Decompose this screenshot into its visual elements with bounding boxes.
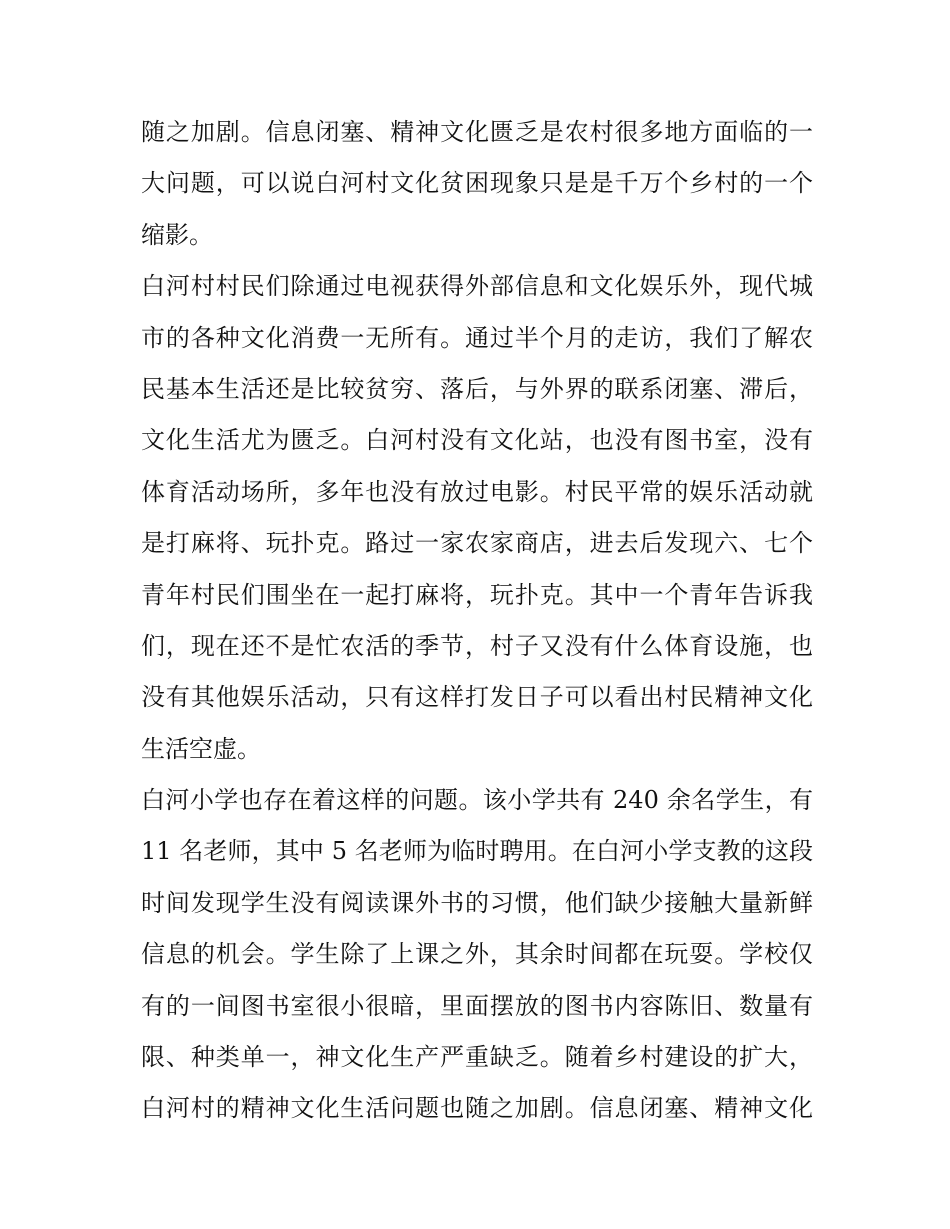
text-line: 没有其他娱乐活动，只有这样打发日子可以看出村民精神文化 <box>141 683 813 712</box>
text-line: 们，现在还不是忙农活的季节，村子又没有什么体育设施，也 <box>141 631 813 660</box>
text-line: 市的各种文化消费一无所有。通过半个月的走访，我们了解农 <box>141 323 813 352</box>
text-line: 白河小学也存在着这样的问题。该小学共有 240 余名学生，有 <box>141 786 813 815</box>
text-line: 大问题，可以说白河村文化贫困现象只是是千万个乡村的一个 <box>141 169 813 198</box>
paragraph-3 <box>141 775 813 1135</box>
text-line: 白河村的精神文化生活问题也随之加剧。信息闭塞、精神文化 <box>141 1094 813 1123</box>
text-line: 信息的机会。学生除了上课之外，其余时间都在玩耍。学校仅 <box>141 940 813 969</box>
text-line: 青年村民们围坐在一起打麻将，玩扑克。其中一个青年告诉我 <box>141 580 813 609</box>
text-line: 民基本生活还是比较贫穷、落后，与外界的联系闭塞、滞后， <box>141 374 813 403</box>
text-line: 限、种类单一，神文化生产严重缺乏。随着乡村建设的扩大， <box>141 1043 813 1072</box>
text-line: 有的一间图书室很小很暗，里面摆放的图书内容陈旧、数量有 <box>141 991 813 1020</box>
text-line: 缩影。 <box>141 220 213 249</box>
text-line: 文化生活尤为匮乏。白河村没有文化站，也没有图书室，没有 <box>141 426 813 455</box>
text-line: 白河村村民们除通过电视获得外部信息和文化娱乐外，现代城 <box>141 272 813 301</box>
paragraph-1 <box>141 107 813 261</box>
text-line: 是打麻将、玩扑克。路过一家农家商店，进去后发现六、七个 <box>141 529 813 558</box>
text-line: 11 名老师，其中 5 名老师为临时聘用。在白河小学支教的这段 <box>141 837 813 866</box>
text-line: 体育活动场所，多年也没有放过电影。村民平常的娱乐活动就 <box>141 477 813 506</box>
body-text <box>141 107 813 1135</box>
paragraph-2 <box>141 261 813 775</box>
text-line: 生活空虚。 <box>141 734 261 763</box>
text-line: 随之加剧。信息闭塞、精神文化匮乏是农村很多地方面临的一 <box>141 118 813 146</box>
text-line: 时间发现学生没有阅读课外书的习惯，他们缺少接触大量新鲜 <box>141 888 813 917</box>
